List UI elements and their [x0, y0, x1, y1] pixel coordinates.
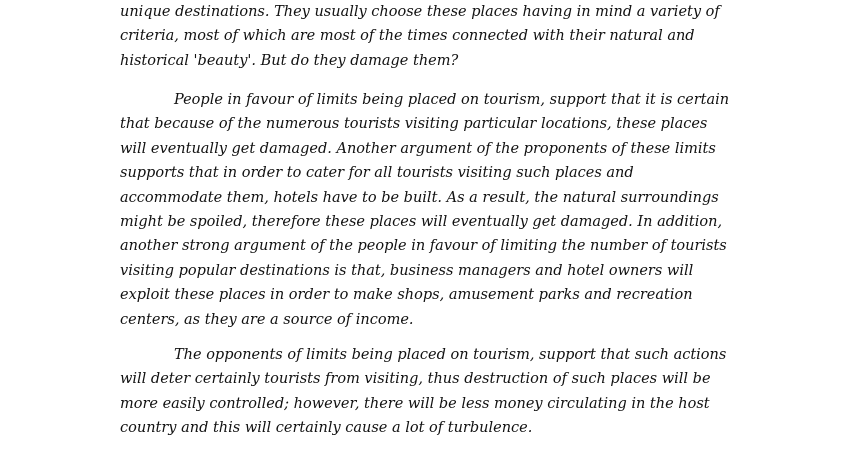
- paragraph-line: unique destinations. They usually choose these places having in mind a variety of: [120, 4, 720, 20]
- essay-paragraph-2: [120, 88, 729, 332]
- paragraph-line: supports that in order to cater for all tourists visiting such places and: [120, 165, 634, 182]
- paragraph-line: criteria, most of which are most of the times connected with their natural and: [120, 28, 695, 45]
- paragraph-line: might be spoiled, therefore these places will eventually get damaged. In addition,: [120, 213, 723, 230]
- paragraph-line: country and this will certainly cause a lot of turbulence.: [120, 420, 533, 437]
- paragraph-line: exploit these places in order to make shops, amusement parks and recreation: [120, 287, 693, 304]
- paragraph-line: visiting popular destinations is that, business managers and hotel owners will: [120, 262, 694, 279]
- paragraph-line: more easily controlled; however, there will be less money circulating in the host: [120, 395, 710, 412]
- paragraph-first-line: People in favour of limits being placed on tourism, support that it is certain: [174, 92, 730, 108]
- paragraph-line: another strong argument of the people in favour of limiting the number of tourists: [120, 238, 727, 255]
- paragraph-line: will deter certainly tourists from visiting, thus destruction of such places will be: [120, 371, 711, 388]
- paragraph-line: will eventually get damaged. Another argument of the proponents of these limits: [120, 140, 716, 157]
- essay-paragraph-3: [120, 343, 726, 441]
- paragraph-first-line: The opponents of limits being placed on tourism, support that such actions: [174, 347, 727, 363]
- paragraph-line: historical 'beauty'. But do they damage them?: [120, 52, 459, 69]
- essay-paragraph-1: [120, 0, 720, 73]
- paragraph-line: that because of the numerous tourists visiting particular locations, these places: [120, 116, 708, 133]
- paragraph-line: centers, as they are a source of income.: [120, 311, 414, 328]
- paragraph-line: accommodate them, hotels have to be built. As a result, the natural surroundings: [120, 189, 719, 206]
